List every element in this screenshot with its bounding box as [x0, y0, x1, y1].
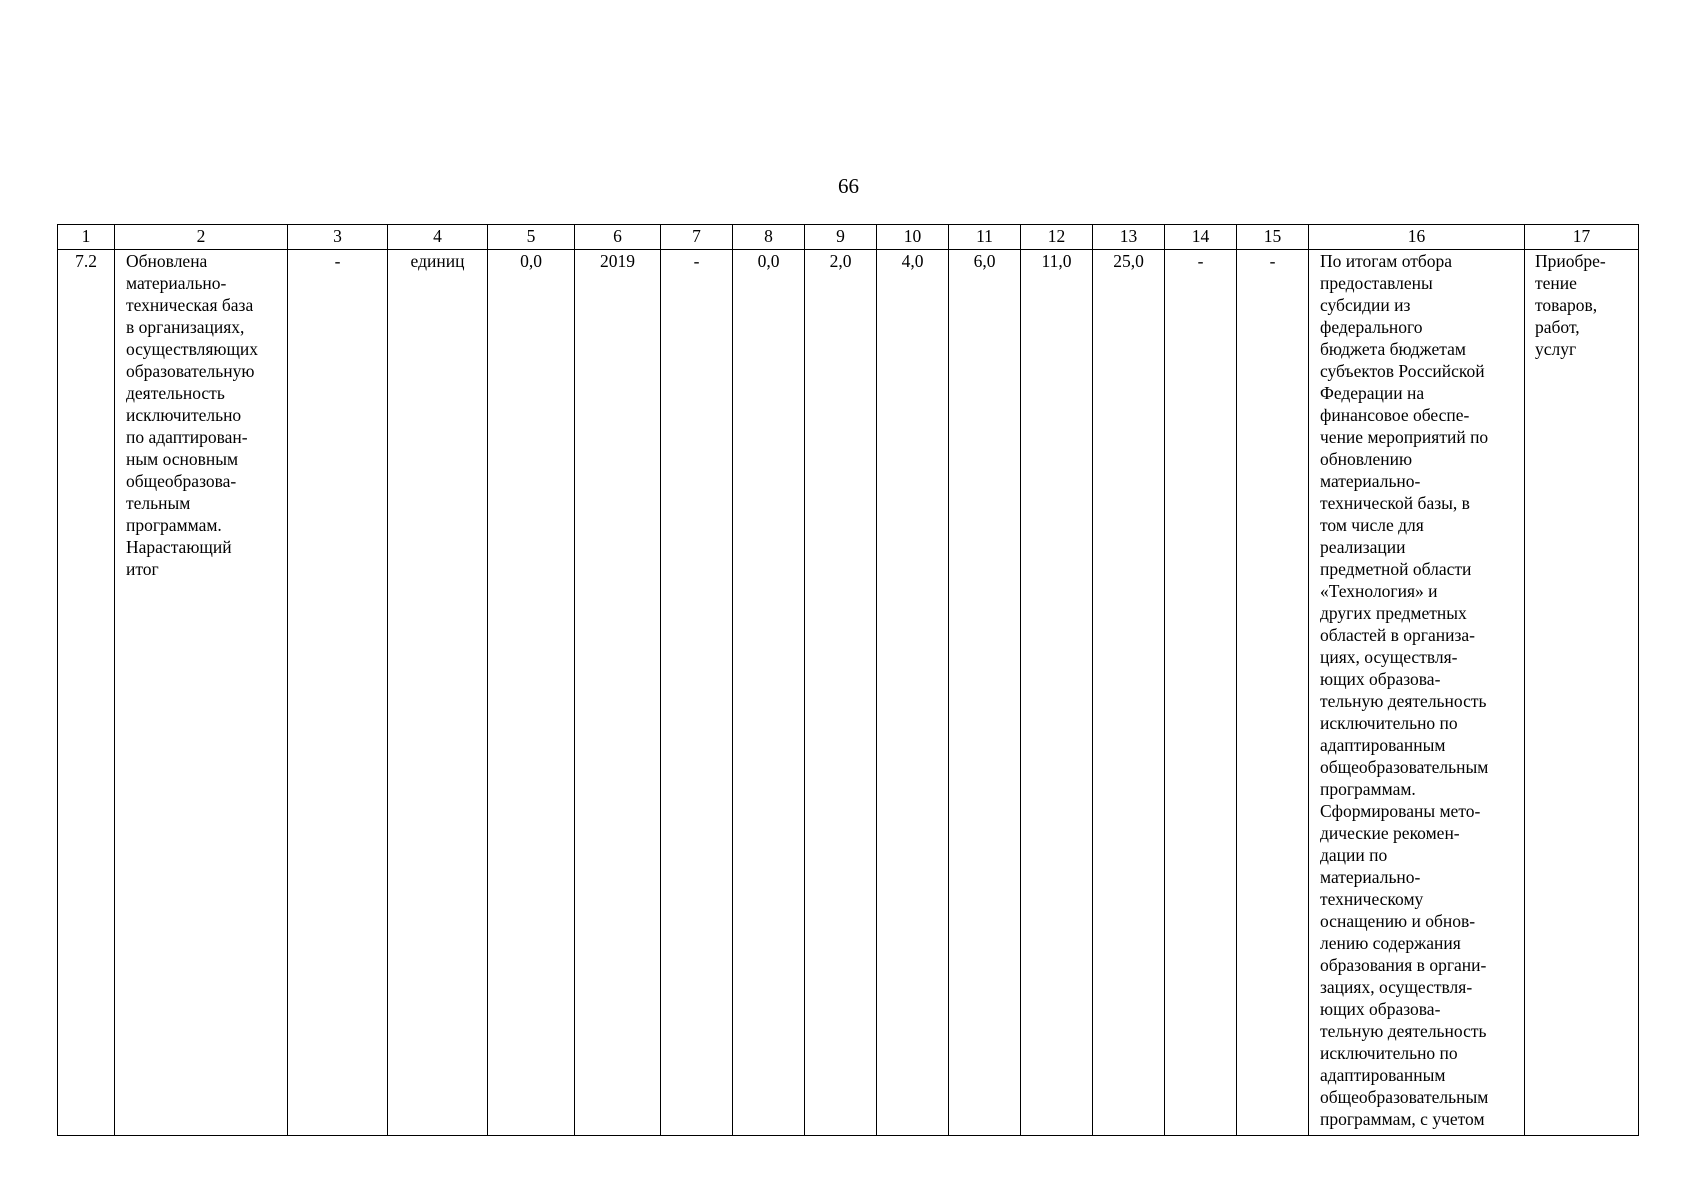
description-line: «Технология» и [1320, 581, 1438, 601]
expense-type-line: Приобре- [1535, 251, 1606, 271]
description-line: субъектов Российской [1320, 361, 1485, 381]
header-cell-11: 11 [949, 225, 1021, 250]
expense-type-line: тение [1535, 273, 1577, 293]
description-line: ющих образова- [1320, 669, 1441, 689]
indicator-name-cell [115, 250, 288, 1136]
header-cell-16: 16 [1309, 225, 1525, 250]
header-cell-4: 4 [388, 225, 488, 250]
indicator-line: осуществляющих [126, 339, 259, 359]
description-line: адаптированным [1320, 1065, 1446, 1085]
header-cell-9: 9 [805, 225, 877, 250]
description-line: Федерации на [1320, 383, 1425, 403]
indicator-line: итог [126, 559, 159, 579]
description-line: предоставлены [1320, 273, 1433, 293]
header-cell-6: 6 [575, 225, 661, 250]
cell-col-9: 2,0 [805, 250, 877, 1136]
base-value-cell: 0,0 [488, 250, 575, 1136]
description-line: других предметных [1320, 603, 1467, 623]
indicator-line: в организациях, [126, 317, 245, 337]
base-year-cell: 2019 [575, 250, 661, 1136]
header-cell-3: 3 [288, 225, 388, 250]
description-line: дические рекомен- [1320, 823, 1460, 843]
description-line: По итогам отбора [1320, 251, 1453, 271]
description-line: адаптированным [1320, 735, 1446, 755]
description-line: предметной области [1320, 559, 1472, 579]
header-cell-8: 8 [733, 225, 805, 250]
indicator-line: тельным [126, 493, 191, 513]
indicator-line: Нарастающий [126, 537, 232, 557]
description-line: общеобразовательным [1320, 1087, 1489, 1107]
header-cell-1: 1 [58, 225, 115, 250]
indicator-line: ным основным [126, 449, 239, 469]
description-line: Сформированы мето- [1320, 801, 1481, 821]
description-line: лению содержания [1320, 933, 1461, 953]
description-line: циях, осуществля- [1320, 647, 1458, 667]
description-line: ющих образова- [1320, 999, 1441, 1019]
data-table [57, 224, 1639, 1136]
description-line: тельную деятельность [1320, 691, 1487, 711]
indicator-line: материально- [126, 273, 227, 293]
table-row [58, 250, 1639, 1136]
cell-col-8: 0,0 [733, 250, 805, 1136]
description-line: материально- [1320, 867, 1421, 887]
description-line: реализации [1320, 537, 1406, 557]
description-line: образования в органи- [1320, 955, 1487, 975]
description-cell [1309, 250, 1525, 1136]
description-line: тельную деятельность [1320, 1021, 1487, 1041]
header-cell-17: 17 [1525, 225, 1639, 250]
description-line: технической базы, в [1320, 493, 1470, 513]
description-line: финансовое обеспе- [1320, 405, 1470, 425]
cell-col-3: - [288, 250, 388, 1136]
description-line: бюджета бюджетам [1320, 339, 1466, 359]
indicator-line: программам. [126, 515, 222, 535]
description-line: исключительно по [1320, 1043, 1458, 1063]
description-line: областей в организа- [1320, 625, 1475, 645]
header-cell-7: 7 [661, 225, 733, 250]
header-cell-5: 5 [488, 225, 575, 250]
indicator-line: исключительно [126, 405, 242, 425]
expense-type-line: работ, [1535, 317, 1580, 337]
cell-col-10: 4,0 [877, 250, 949, 1136]
cell-col-11: 6,0 [949, 250, 1021, 1136]
header-row [58, 225, 1639, 250]
cell-col-7: - [661, 250, 733, 1136]
indicator-line: общеобразова- [126, 471, 237, 491]
description-line: дации по [1320, 845, 1388, 865]
expense-type-line: услуг [1535, 339, 1577, 359]
expense-type-cell [1525, 250, 1639, 1136]
description-line: зациях, осуществля- [1320, 977, 1473, 997]
indicator-line: Обновлена [126, 251, 208, 271]
description-line: субсидии из [1320, 295, 1411, 315]
indicator-line: по адаптирован- [126, 427, 248, 447]
indicator-line: техническая база [126, 295, 254, 315]
description-line: федерального [1320, 317, 1423, 337]
description-line: оснащению и обнов- [1320, 911, 1476, 931]
unit-cell: единиц [388, 250, 488, 1136]
header-cell-2: 2 [115, 225, 288, 250]
header-cell-12: 12 [1021, 225, 1093, 250]
indicator-line: деятельность [126, 383, 225, 403]
header-cell-13: 13 [1093, 225, 1165, 250]
description-line: том числе для [1320, 515, 1424, 535]
row-number-cell: 7.2 [58, 250, 115, 1136]
description-line: программам, с учетом [1320, 1109, 1485, 1129]
cell-col-14: - [1165, 250, 1237, 1136]
header-cell-10: 10 [877, 225, 949, 250]
header-cell-15: 15 [1237, 225, 1309, 250]
cell-col-13: 25,0 [1093, 250, 1165, 1136]
description-line: техническому [1320, 889, 1424, 909]
header-cell-14: 14 [1165, 225, 1237, 250]
page-number: 66 [838, 174, 859, 198]
description-line: материально- [1320, 471, 1421, 491]
description-line: чение мероприятий по [1320, 427, 1489, 447]
description-line: обновлению [1320, 449, 1413, 469]
description-line: исключительно по [1320, 713, 1458, 733]
cell-col-15: - [1237, 250, 1309, 1136]
expense-type-line: товаров, [1535, 295, 1598, 315]
description-line: программам. [1320, 779, 1416, 799]
indicator-line: образовательную [126, 361, 255, 381]
description-line: общеобразовательным [1320, 757, 1489, 777]
cell-col-12: 11,0 [1021, 250, 1093, 1136]
